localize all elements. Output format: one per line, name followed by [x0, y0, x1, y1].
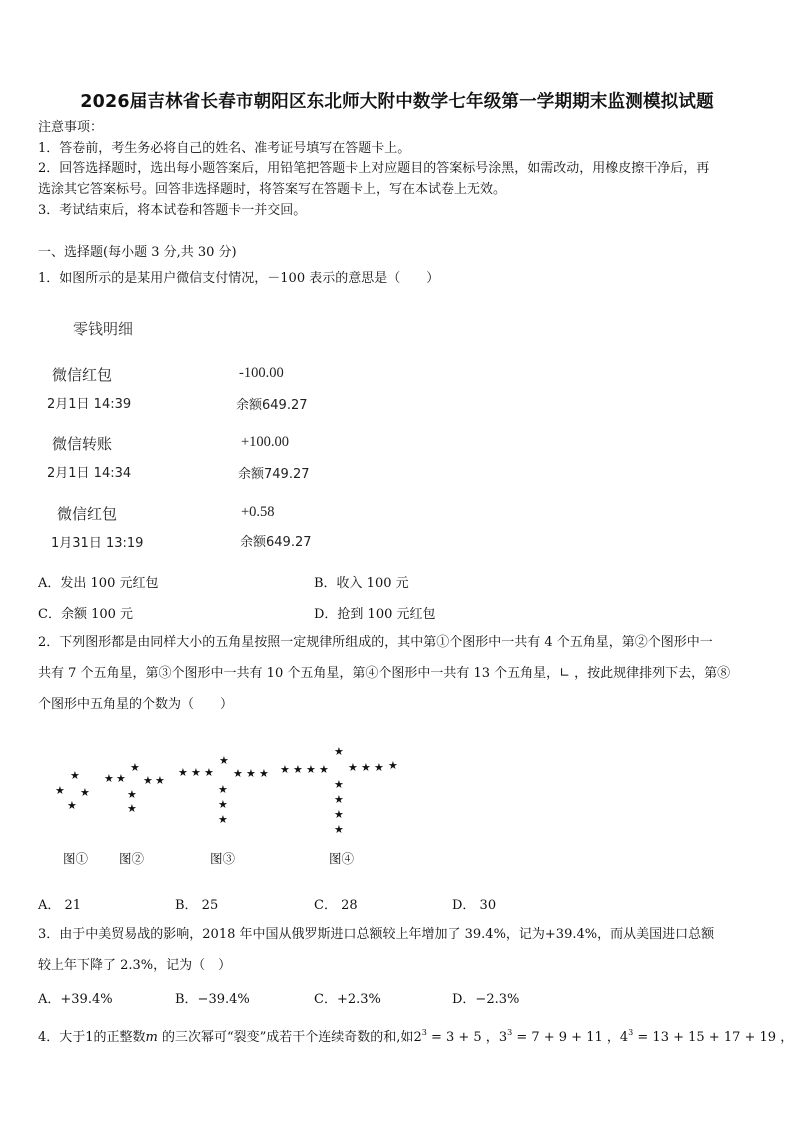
figure-label-1: 图① — [63, 851, 89, 866]
q4-eq3-exp: 3 — [628, 1028, 634, 1037]
star-icon: ★ — [191, 766, 201, 779]
star-icon: ★ — [280, 763, 290, 776]
star-icon: ★ — [334, 793, 344, 806]
option-b: B．收入 100 元 — [314, 576, 409, 591]
option-c: C．+2.3% — [314, 992, 381, 1007]
star-icon: ★ — [155, 774, 165, 787]
star-icon: ★ — [116, 772, 126, 785]
question-2-line-3: 个图形中五角星的个数为（ ） — [38, 697, 234, 712]
star-icon: ★ — [130, 761, 140, 774]
star-icon: ★ — [143, 774, 153, 787]
question-4-stem — [38, 1024, 793, 1047]
q4-eq2-exp: 3 — [507, 1028, 513, 1037]
record-date: 2月1日 14:34 — [47, 466, 132, 481]
record-balance: 余额749.27 — [238, 467, 310, 482]
star-icon: ★ — [334, 823, 344, 836]
figure-label-4: 图④ — [329, 851, 355, 866]
figure-label-3: 图③ — [210, 851, 236, 866]
record-amount: +100.00 — [241, 434, 290, 450]
star-icon: ★ — [218, 798, 228, 811]
question-3-line-1: 3．由于中美贸易战的影响，2018 年中国从俄罗斯进口总额较上年增加了 39.4%，记为+39.4%，而从美国进口总额 — [38, 927, 715, 942]
star-icon: ★ — [334, 808, 344, 821]
record-name: 微信红包 — [57, 505, 118, 523]
q4-eq3-base: 4 — [619, 1030, 629, 1045]
option-a: A．发出 100 元红包 — [38, 576, 159, 591]
option-c: C． 28 — [314, 898, 358, 913]
star-icon: ★ — [104, 772, 114, 785]
star-icon: ★ — [374, 761, 384, 774]
record-balance: 余额649.27 — [236, 398, 308, 413]
star-icon: ★ — [306, 763, 316, 776]
note-2: 2．回答选择题时，选出每小题答案后，用铅笔把答题卡上对应题目的答案标号涂黑，如需改动，用橡皮擦干净后，再 — [38, 161, 710, 176]
star-icon: ★ — [259, 767, 269, 780]
record-date: 2月1日 14:39 — [47, 397, 132, 412]
q4-eq1-rhs: = 3 + 5 ， — [426, 1030, 499, 1045]
question-2-line-1: 2．下列图形都是由同样大小的五角星按照一定规律所组成的，其中第①个图形中一共有 4 个五角星，第②个图形中一 — [38, 635, 713, 650]
question-1-stem: 1．如图所示的是某用户微信支付情况，－100 表示的意思是（ ） — [38, 271, 440, 286]
q4-text-a: 4．大于1的正整数 — [38, 1030, 146, 1045]
star-icon: ★ — [361, 761, 371, 774]
q4-eq3-rhs: = 13 + 15 + 17 + 19 ， — [633, 1030, 794, 1045]
q4-eq1-exp: 3 — [421, 1028, 427, 1037]
star-icon: ★ — [80, 786, 90, 799]
star-icon: ★ — [319, 763, 329, 776]
wechat-title: 零钱明细 — [73, 320, 134, 338]
star-icon: ★ — [218, 813, 228, 826]
record-amount: +0.58 — [241, 504, 275, 520]
star-icon: ★ — [334, 778, 344, 791]
option-a: A． 21 — [38, 898, 82, 913]
star-icon: ★ — [178, 766, 188, 779]
star-icon: ★ — [246, 767, 256, 780]
q4-eq2-rhs: = 7 + 9 + 11 ， — [512, 1030, 620, 1045]
star-icon: ★ — [204, 766, 214, 779]
star-icon: ★ — [218, 783, 228, 796]
star-icon: ★ — [219, 754, 229, 767]
note-3: 3．考试结束后，将本试卷和答题卡一并交回。 — [38, 203, 307, 218]
record-amount: -100.00 — [239, 365, 284, 381]
option-b: B． 25 — [175, 898, 219, 913]
page-title: 2026届吉林省长春市朝阳区东北师大附中数学七年级第一学期期末监测模拟试题 — [80, 92, 714, 112]
star-icon: ★ — [348, 761, 358, 774]
option-d: D． 30 — [452, 898, 497, 913]
option-d: D．抢到 100 元红包 — [314, 607, 436, 622]
star-icon: ★ — [293, 763, 303, 776]
star-icon: ★ — [127, 802, 137, 815]
star-icon: ★ — [334, 745, 344, 758]
q4-eq2-base: 3 — [498, 1030, 508, 1045]
record-date: 1月31日 13:19 — [51, 536, 144, 551]
notes-heading: 注意事项： — [38, 120, 104, 135]
star-icon: ★ — [127, 788, 137, 801]
option-c: C．余额 100 元 — [38, 607, 134, 622]
figure-label-2: 图② — [119, 851, 145, 866]
star-icon: ★ — [233, 767, 243, 780]
note-2-cont: 选涂其它答案标号。回答非选择题时，将答案写在答题卡上，写在本试卷上无效。 — [38, 182, 507, 197]
q4-variable: m — [145, 1030, 158, 1045]
q4-text-b: 的三次幂可“裂变”成若干个连续奇数的和,如 — [157, 1030, 414, 1045]
option-b: B．−39.4% — [175, 992, 250, 1007]
star-icon: ★ — [70, 769, 80, 782]
note-1: 1．答卷前，考生务必将自己的姓名、准考证号填写在答题卡上。 — [38, 141, 411, 156]
star-icon: ★ — [67, 799, 77, 812]
q4-eq1-base: 2 — [413, 1030, 422, 1045]
record-name: 微信转账 — [52, 435, 113, 453]
option-d: D．−2.3% — [452, 992, 520, 1007]
option-a: A．+39.4% — [38, 992, 113, 1007]
question-2-line-2: 共有 7 个五角星，第③个图形中一共有 10 个五角星，第④个图形中一共有 13 个五角星，∟ ，按此规律排列下去，第⑧ — [38, 666, 731, 681]
section-heading: 一、选择题(每小题 3 分,共 30 分) — [38, 245, 237, 260]
record-balance: 余额649.27 — [240, 535, 312, 550]
record-name: 微信红包 — [52, 366, 113, 384]
question-3-line-2: 较上年下降了 2.3%，记为（ ） — [38, 958, 232, 973]
star-icon: ★ — [55, 784, 65, 797]
star-icon: ★ — [388, 759, 398, 772]
